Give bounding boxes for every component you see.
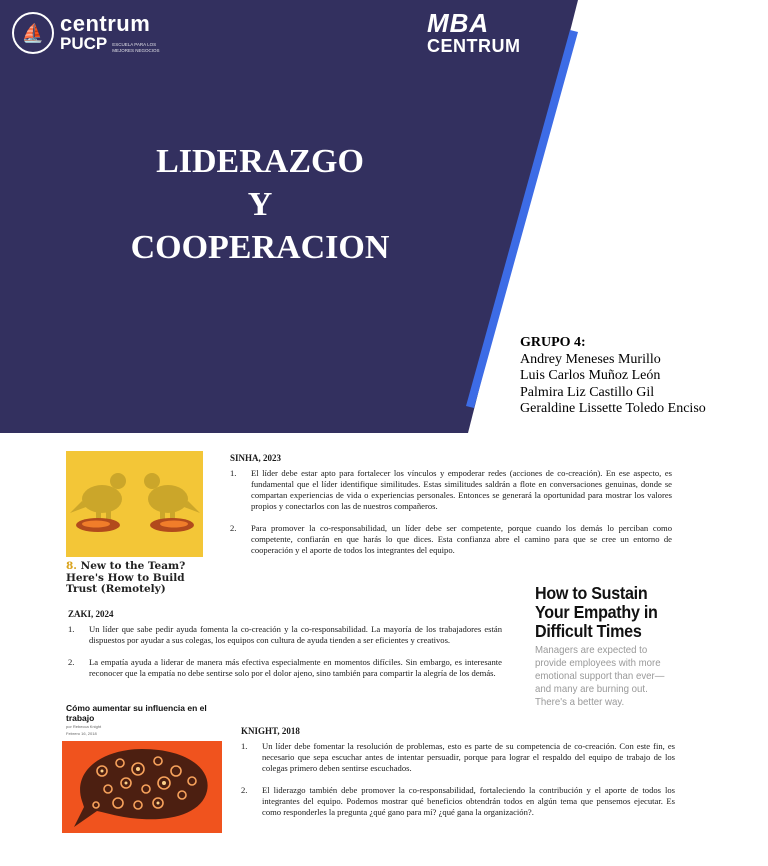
article-title: Cómo aumentar su influencia en el trabajo xyxy=(66,703,207,723)
article-date: Febrero 16, 2018 xyxy=(66,731,97,736)
item-text: Un líder que sabe pedir ayuda fomenta la co-creación y la co-responsabilidad. La mayoría de los trabajadores están dispuestos por ayudar a sus colegas, los equipos con cultura de ayuda tienden a ser eficientes y creativos. xyxy=(89,624,502,645)
zaki-section xyxy=(68,609,502,690)
logo-name: centrum xyxy=(60,11,151,36)
group-label: GRUPO 4: xyxy=(520,335,586,350)
item-number: 1. xyxy=(241,741,248,751)
caption-number: 8. xyxy=(66,560,77,572)
knight-section xyxy=(241,726,675,829)
list-item xyxy=(230,523,672,556)
item-text: El liderazgo también debe promover la co-responsabilidad, fortaleciendo la contribución y el aporte de todos los integrantes del equipo. Podemos mostrar qué beneficios obtendrán todos en algún tema que pensemos ejecutar. Es como responderles la pregunta ¿qué gano para mí? ¿qué gana la organización?. xyxy=(262,785,675,817)
author-heading: ZAKI, 2024 xyxy=(68,609,114,619)
item-text: El líder debe estar apto para fortalecer los vínculos y empoderar redes (acciones de co-creación). En ese aspecto, es fundamental que el líder identifique similitudes. Estas similitudes saldrán a flote en conversaciones genuinas, donde se compartan experiencias de vida o experiencias personales. Entonces se generará la oportunidad para mostrar los valores propios y conectarlos con las de nuestros compañeros. xyxy=(251,468,672,511)
list-item xyxy=(68,657,502,679)
article-subtitle: Managers are expected to provide employees with more emotional support than ever—and many are burning out. There's a better way. xyxy=(535,644,665,708)
item-number: 2. xyxy=(241,785,248,795)
centrum-logo xyxy=(12,12,172,54)
sinha-section xyxy=(230,453,672,567)
list-item xyxy=(230,468,672,512)
empathy-article-image xyxy=(535,584,680,709)
mba-label: MBA xyxy=(427,8,490,38)
mba-centrum-logo xyxy=(427,10,521,56)
dinosaur-illustration xyxy=(66,451,203,557)
item-number: 2. xyxy=(68,657,75,667)
speech-bubble-pattern xyxy=(62,741,222,833)
group-member: Geraldine Lissette Toledo Enciso xyxy=(520,401,706,416)
article-byline: por Rebecca Knight xyxy=(66,724,102,729)
author-heading: KNIGHT, 2018 xyxy=(241,726,300,736)
list-item xyxy=(241,741,675,774)
group-member: Luis Carlos Muñoz León xyxy=(520,368,661,383)
author-heading: SINHA, 2023 xyxy=(230,453,282,463)
item-number: 1. xyxy=(230,468,237,478)
group-member: Andrey Meneses Murillo xyxy=(520,351,661,367)
item-text: Un líder debe fomentar la resolución de problemas, esto es parte de su competencia de co-creación. Con este fin, es necesario que sepa escuchar antes de intentar persuadir, porque para lograr el respaldo del equipo de trabajo de los colegas primero deben sentirse escuchados. xyxy=(262,741,675,773)
item-number: 1. xyxy=(68,624,75,634)
group-block xyxy=(520,335,706,418)
caption-text: New to the Team? Here's How to Build Trust (Remotely) xyxy=(66,560,186,595)
title-line-3: COOPERACION xyxy=(130,229,390,266)
group-member: Palmira Liz Castillo Gil xyxy=(520,384,655,400)
title-line-2: Y xyxy=(247,186,273,223)
page-title xyxy=(110,140,410,269)
article-title: How to Sustain Your Empathy in Difficult Times xyxy=(535,583,658,641)
influence-article-image xyxy=(62,703,222,833)
item-number: 2. xyxy=(230,523,237,533)
ship-emblem-icon: ⛵ xyxy=(12,12,54,54)
list-item xyxy=(68,624,502,646)
item-text: Para promover la co-responsabilidad, un líder debe ser competente, porque cuando los demás lo perciban como competente, confiarán en que harás lo que dices. Esta confianza abre el camino para que se cree un entorno de cooperación y el aporte de todos los integrantes del equipo. xyxy=(251,523,672,555)
list-item xyxy=(241,785,675,818)
title-line-1: LIDERAZGO xyxy=(156,143,364,180)
image-caption xyxy=(66,561,206,596)
logo-tagline: ESCUELA PARA LOS MEJORES NEGOCIOS xyxy=(112,42,160,53)
centrum-label: CENTRUM xyxy=(427,36,521,56)
item-text: La empatía ayuda a liderar de manera más efectiva especialmente en momentos difíciles. Sin embargo, es interesante reconocer que la empatía no debe sentirse solo por el dolor ajeno, sino también para compartir la alegría de los demás. xyxy=(89,657,502,678)
logo-pucp: PUCP xyxy=(60,34,108,53)
